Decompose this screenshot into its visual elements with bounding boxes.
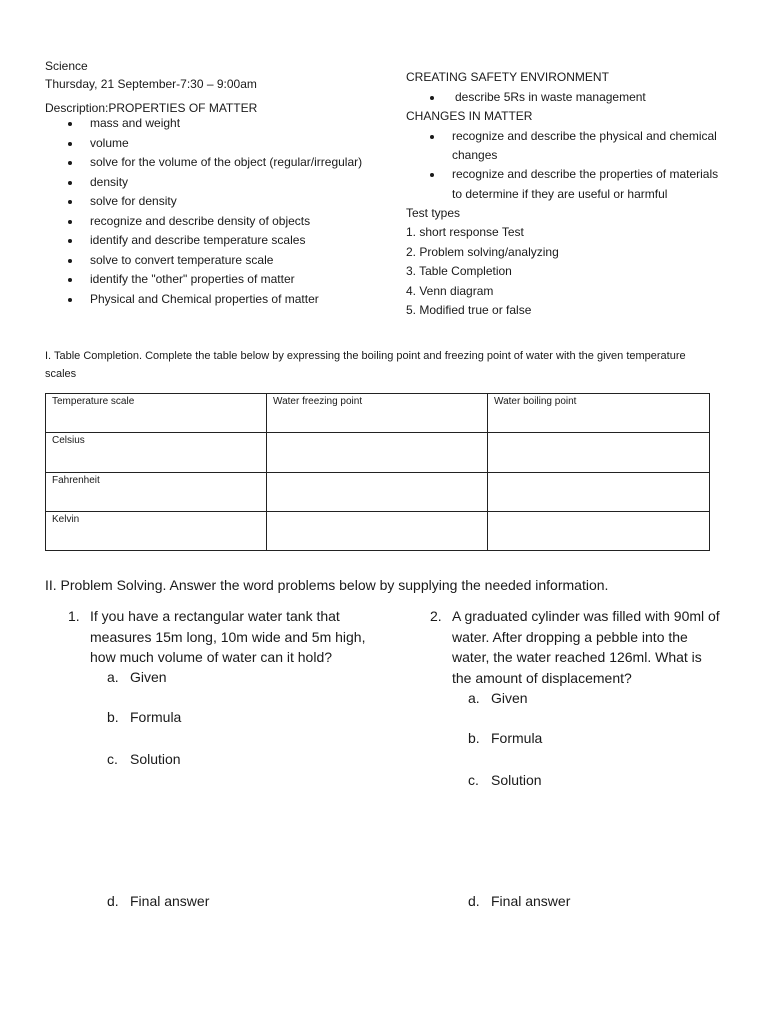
table-row-label: Kelvin: [46, 512, 267, 551]
question-number: 2.: [430, 608, 442, 624]
topic-item: Physical and Chemical properties of matter: [45, 290, 362, 310]
topic-item: volume: [45, 134, 362, 154]
test-type-item: 2. Problem solving/analyzing: [406, 245, 559, 259]
test-type-item: 3. Table Completion: [406, 264, 512, 278]
section2-instruction: II. Problem Solving. Answer the word problems below by supplying the needed information.: [45, 577, 609, 593]
table-row: [46, 433, 710, 473]
topic-item: identify and describe temperature scales: [45, 231, 362, 251]
table-header-cell: Water freezing point: [267, 394, 488, 433]
table-header-row: [46, 394, 710, 433]
boiling-point-cell[interactable]: [488, 433, 710, 473]
question-line: how much volume of water can it hold?: [90, 649, 333, 665]
date-time: Thursday, 21 September-7:30 – 9:00am: [45, 77, 257, 91]
section1-instruction-line-2: scales: [45, 368, 77, 380]
table-row: [46, 512, 710, 551]
question-line: If you have a rectangular water tank that: [90, 608, 340, 624]
table-row: [46, 473, 710, 512]
question-line: A graduated cylinder was filled with 90ml of: [452, 608, 720, 624]
topic-item: recognize and describe density of objects: [45, 212, 362, 232]
section1-instruction-line-1: I. Table Completion. Complete the table below by expressing the boiling point and freezing point of water with the given temperature: [45, 350, 686, 362]
bullet-dot: [430, 135, 434, 139]
topic-item: mass and weight: [45, 114, 362, 134]
table-row-label: Fahrenheit: [46, 473, 267, 512]
subject-label: Science: [45, 59, 88, 73]
table-header-cell: Temperature scale: [46, 394, 267, 433]
description: Description:PROPERTIES OF MATTER: [45, 101, 258, 115]
test-type-item: 5. Modified true or false: [406, 303, 532, 317]
temperature-table: [45, 393, 710, 551]
topic-item: identify the "other" properties of matter: [45, 270, 362, 290]
bullet-dot: [430, 96, 434, 100]
changes-item-1-line-2: changes: [452, 148, 498, 162]
test-types-heading: Test types: [406, 206, 461, 220]
freezing-point-cell[interactable]: [267, 433, 488, 473]
changes-item-2-line-2: to determine if they are useful or harmful: [452, 187, 668, 201]
freezing-point-cell[interactable]: [267, 473, 488, 512]
question-number: 1.: [68, 608, 80, 624]
changes-heading: CHANGES IN MATTER: [406, 109, 533, 123]
question-2: [430, 606, 752, 688]
question-line: water. After dropping a pebble into the: [452, 628, 688, 645]
changes-item-2-line-1: recognize and describe the properties of materials: [452, 167, 719, 181]
question-line: the amount of displacement?: [452, 669, 632, 686]
bullet-dot: [430, 173, 434, 177]
changes-item-1-line-1: recognize and describe the physical and chemical: [452, 129, 717, 143]
topic-item: solve for density: [45, 192, 362, 212]
topic-item: solve for the volume of the object (regular/irregular): [45, 153, 362, 173]
boiling-point-cell[interactable]: [488, 512, 710, 551]
question-1: [68, 606, 390, 668]
test-type-item: 1. short response Test: [406, 225, 524, 239]
topics-list: [45, 114, 362, 309]
table-row-label: Celsius: [46, 433, 267, 473]
test-type-item: 4. Venn diagram: [406, 284, 494, 298]
boiling-point-cell[interactable]: [488, 473, 710, 512]
question-line: measures 15m long, 10m wide and 5m high,: [90, 628, 366, 645]
topic-item: solve to convert temperature scale: [45, 251, 362, 271]
safety-item: describe 5Rs in waste management: [455, 90, 646, 104]
freezing-point-cell[interactable]: [267, 512, 488, 551]
table-header-cell: Water boiling point: [488, 394, 710, 433]
topic-item: density: [45, 173, 362, 193]
question-line: water, the water reached 126ml. What is: [452, 649, 702, 665]
safety-heading: CREATING SAFETY ENVIRONMENT: [406, 70, 609, 84]
